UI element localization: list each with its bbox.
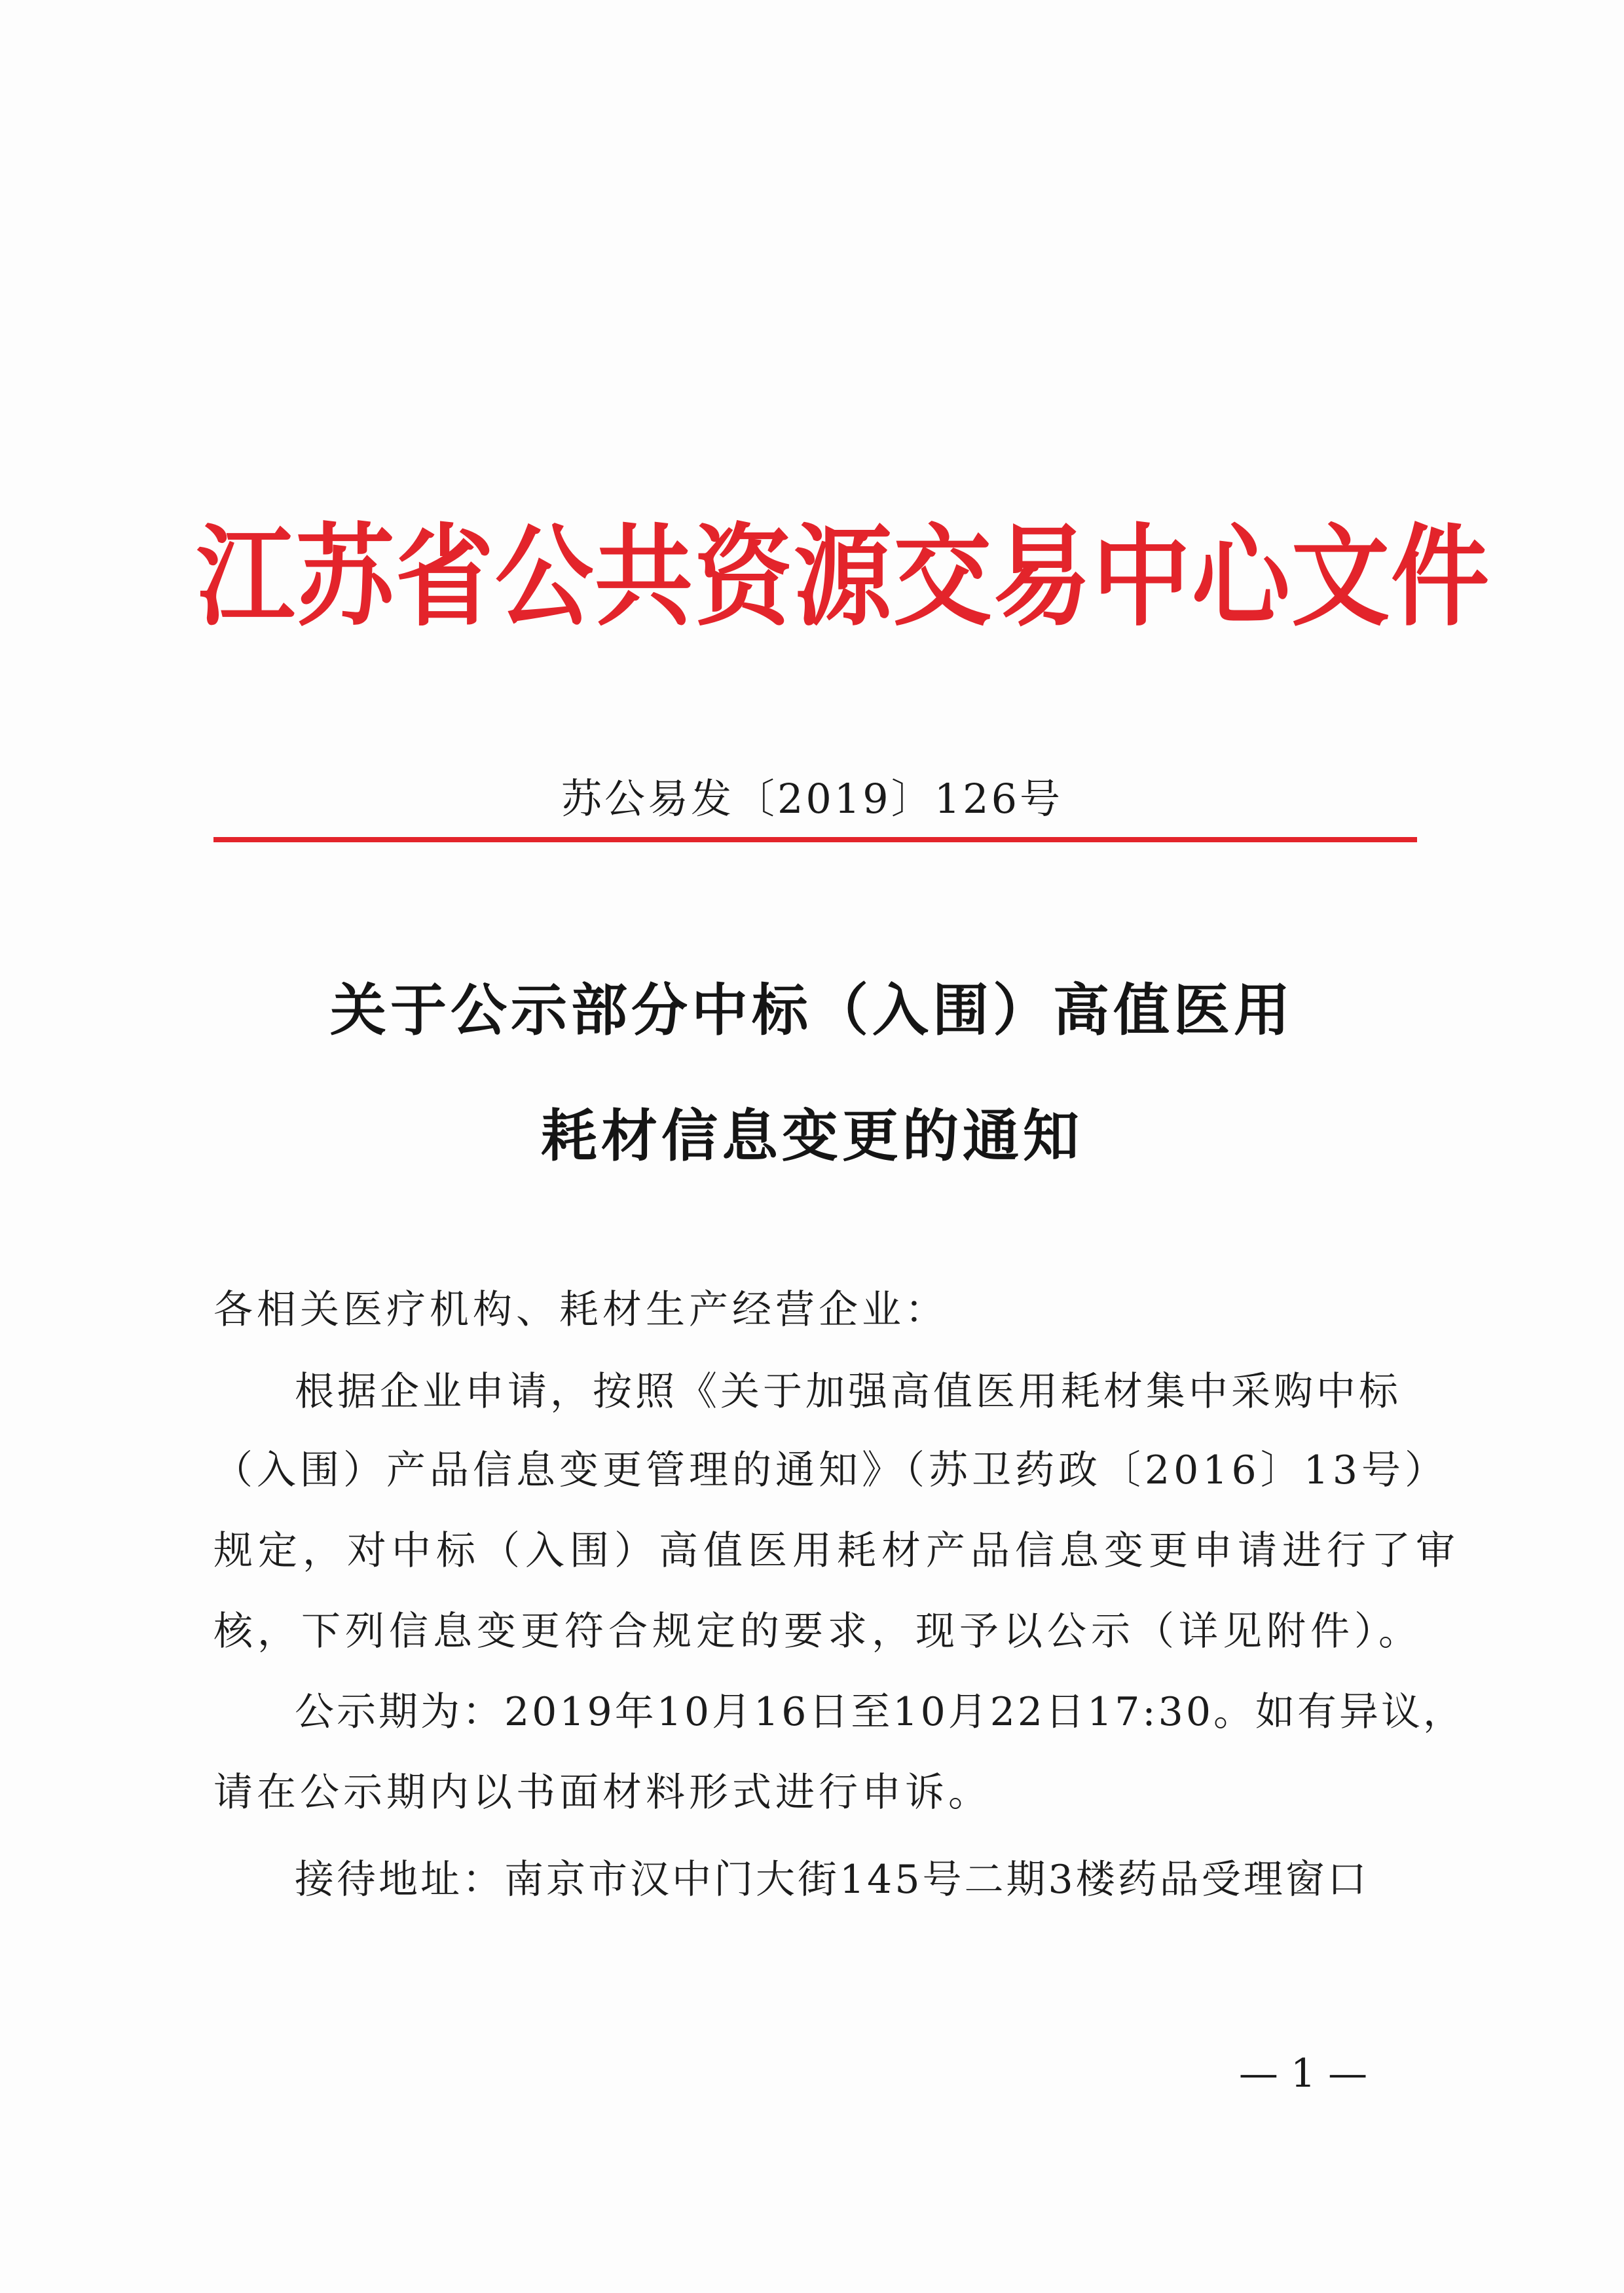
page-number: — 1 — — [1238, 2051, 1368, 2097]
paragraph-2-line: 请在公示期内以书面材料形式进行申诉。 — [213, 1770, 991, 1816]
paragraph-1-line: （入围）产品信息变更管理的通知》（苏卫药政〔2016〕13号） — [213, 1447, 1449, 1493]
red-divider — [213, 837, 1417, 842]
paragraph-1-line: 根据企业申请，按照《关于加强高值医用耗材集中采购中标 — [295, 1369, 1401, 1415]
notice-title-line-1: 关于公示部分中标（入围）高值医用 — [330, 978, 1294, 1043]
document-number: 苏公易发〔2019〕126号 — [561, 775, 1063, 823]
salutation: 各相关医疗机构、耗材生产经营企业： — [213, 1287, 948, 1333]
notice-title-line-2: 耗材信息变更的通知 — [541, 1104, 1083, 1169]
paragraph-1-line: 核，下列信息变更符合规定的要求，现予以公示（详见附件）。 — [213, 1609, 1422, 1654]
paragraph-2-line: 公示期为：2019年10月16日至10月22日17:30。如有异议， — [295, 1689, 1465, 1735]
masthead-title: 江苏省公共资源交易中心文件 — [196, 513, 1491, 642]
paragraph-3-line: 接待地址：南京市汉中门大街145号二期3楼药品受理窗口 — [295, 1857, 1369, 1903]
paragraph-1-line: 规定，对中标（入围）高值医用耗材产品信息变更申请进行了审 — [213, 1528, 1460, 1574]
